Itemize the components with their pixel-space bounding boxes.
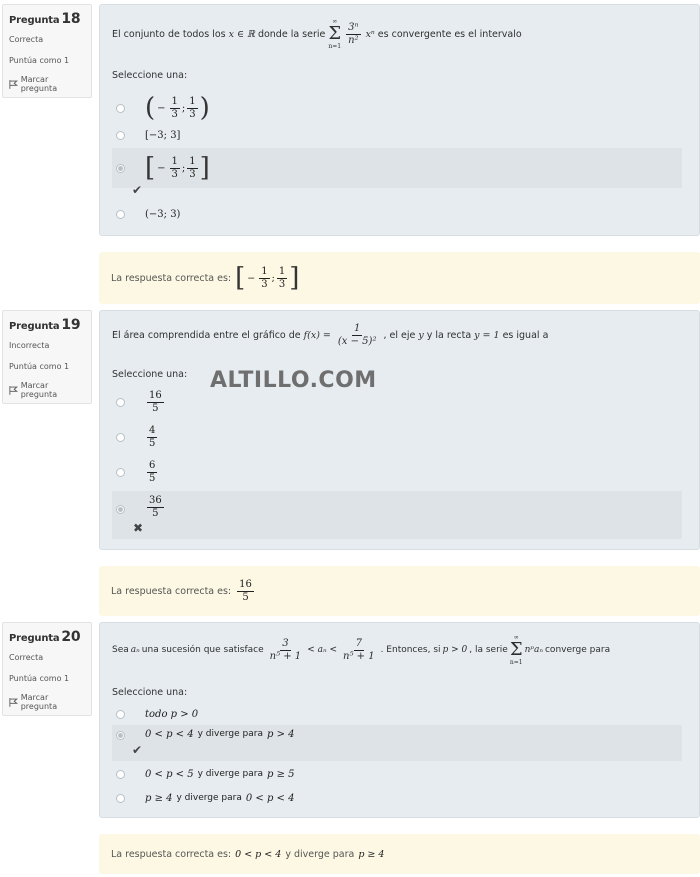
frac-num: 3ⁿ [348,21,359,33]
upper-bound-fraction [341,638,377,663]
option-fraction [147,460,157,485]
flag-question-button[interactable] [9,693,85,711]
question-grade: Puntúa como 1 [9,362,70,371]
qtext-part: El área comprendida entre el gráfico de [112,329,301,341]
sum-bottom: n=1 [328,43,342,50]
check-icon: ✔ [132,743,143,757]
math-y-eq: y = 1 [474,329,500,341]
term-tail: xⁿ [365,28,375,40]
correct-answer-feedback-19 [99,566,700,616]
question-grade: Puntúa como 1 [9,674,70,683]
question-text [112,627,610,673]
select-prompt: Seleccione una: [112,369,188,380]
option-text: (−3; 3) [145,208,181,220]
answer-option-selected[interactable] [112,725,682,761]
answer-option-selected[interactable] [112,491,682,539]
radio-button[interactable] [116,398,125,407]
qtext-part: una sucesión que satisface [141,645,264,655]
radio-button[interactable] [116,794,125,803]
answer-fraction [237,579,254,604]
answer-label: La respuesta correcta es: [111,272,232,284]
option-fraction [147,390,164,415]
option-fraction [147,425,157,450]
flag-question-button[interactable] [9,381,85,399]
question-info-18 [2,4,92,98]
radio-button[interactable] [116,104,125,113]
answer-option[interactable] [112,124,682,146]
math-an: aₙ [130,645,140,655]
radio-button[interactable] [116,210,125,219]
sum-top: ∞ [332,18,338,25]
select-prompt: Seleccione una: [112,70,188,81]
question-text [112,11,522,57]
qtext-part: y la recta [426,329,472,341]
qtext-part: El conjunto de todos los [112,28,226,40]
frac-num: 16 [149,389,162,401]
flag-icon [9,80,18,89]
cross-icon: ✖ [133,521,144,535]
frac-den: 5 [242,591,249,603]
math-x: x ∈ ℝ [228,28,255,40]
watermark: ALTILLO.COM [210,368,377,393]
qtext-part: donde la serie [257,28,326,40]
flag-label: Marcar pregunta [20,693,58,711]
frac-num: 3 [282,637,289,649]
qtext-part: , el eje [383,329,416,341]
answer-option[interactable] [112,455,682,489]
math-fx: f(x) = [303,329,331,341]
question-state: Correcta [9,35,44,44]
question-info-19 [2,310,92,404]
frac-num: 7 [355,637,362,649]
option-math: p ≥ 5 [266,768,295,780]
math-p-cond: p > 0 [442,645,468,655]
flag-question-button[interactable] [9,75,85,93]
frac-den: n⁵ + 1 [269,650,302,662]
sum-symbol: ∞ Σ n=1 [328,18,342,50]
radio-button-checked[interactable] [116,505,125,514]
sum-top: ∞ [513,634,519,641]
radio-button[interactable] [116,770,125,779]
answer-label: La respuesta correcta es: [111,848,232,860]
answer-math: [ − $\frac{1}{3}$ ; $\frac{1}{3}$ ] [235,263,300,293]
flag-icon [9,698,18,707]
frac-den: 5 [152,402,159,414]
question-grade: Puntúa como 1 [9,56,70,65]
sum-symbol: ∞ Σ n=1 [509,634,523,666]
question-formulation-19 [99,310,700,550]
radio-button[interactable] [116,468,125,477]
answer-math: 0 < p < 4 [235,848,282,860]
option-fraction [147,495,164,520]
answer-option[interactable] [112,203,682,225]
question-state: Correcta [9,653,44,662]
option-text: ( − $\frac{1}{3}$ ; $\frac{1}{3}$ ) [145,93,210,123]
question-number: Pregunta 18 [9,11,81,27]
flag-label: Marcar pregunta [20,75,58,93]
answer-text: y diverge para [285,848,355,860]
question-number: Pregunta 20 [9,629,81,645]
radio-button-checked[interactable] [116,164,125,173]
question-number: Pregunta 19 [9,317,81,333]
qtext-part: es convergente es el intervalo [377,28,522,40]
math-inequality: < aₙ < [307,645,338,655]
answer-option[interactable] [112,763,682,785]
option-math: 0 < p < 4 [145,729,194,740]
fx-fraction [336,323,379,348]
feedback-text [111,262,299,294]
series-term [346,22,360,47]
question-info-20 [2,622,92,716]
answer-option[interactable] [112,420,682,454]
radio-button-checked[interactable] [116,731,125,740]
qtext-part: . Entonces, si [380,645,441,655]
option-math: 0 < p < 4 [245,792,295,804]
answer-option[interactable] [112,703,682,725]
frac-num: 16 [239,578,252,590]
radio-button[interactable] [116,433,125,442]
frac-den: n² [348,34,359,46]
option-text: [−3; 3] [145,129,181,141]
flag-label: Marcar pregunta [20,381,58,399]
option-text: y diverge para [197,729,263,739]
frac-den: 5 [152,508,159,519]
option-math: p ≥ 4 [145,792,173,804]
qtext-part: converge para [544,645,611,655]
check-icon: ✔ [132,183,143,197]
radio-button[interactable] [116,131,125,140]
answer-option[interactable] [112,91,682,125]
option-math: todo p > 0 [145,708,199,720]
frac-den: 5 [149,437,156,449]
frac-num: 4 [149,424,156,436]
correct-answer-feedback-18 [99,252,700,304]
frac-den: n⁵ + 1 [343,650,375,662]
qtext-part: Sea [112,645,129,655]
answer-math: p ≥ 4 [358,848,385,860]
qtext-part: , la serie [469,645,508,655]
question-state: Incorrecta [9,341,50,350]
option-math: p > 4 [266,729,295,740]
frac-num: 6 [149,459,156,471]
question-formulation-20 [99,622,700,818]
question-formulation-18 [99,4,700,236]
sum-term: nᵖaₙ [524,645,543,655]
answer-label: La respuesta correcta es: [111,585,232,597]
frac-den: 5 [149,472,156,484]
qtext-part: es igual a [502,329,549,341]
answer-option-selected[interactable] [112,148,682,188]
option-text: [ − $\frac{1}{3}$ ; $\frac{1}{3}$ ] [145,153,210,183]
option-text: y diverge para [197,769,263,779]
answer-option[interactable] [112,385,682,419]
frac-den: (x − 5)² [337,335,377,347]
frac-num: 36 [149,495,162,506]
answer-option[interactable] [112,787,682,809]
feedback-text [111,574,256,608]
option-math: 0 < p < 5 [145,768,194,780]
flag-icon [9,386,18,395]
correct-answer-feedback-20 [99,834,700,874]
math-y: y [418,329,424,341]
select-prompt: Seleccione una: [112,687,188,698]
lower-bound-fraction [268,638,304,663]
question-text [112,315,548,355]
feedback-text [111,844,384,864]
option-text: y diverge para [176,793,242,803]
sum-bottom: n=1 [509,659,523,666]
radio-button[interactable] [116,710,125,719]
frac-num: 1 [354,322,361,334]
